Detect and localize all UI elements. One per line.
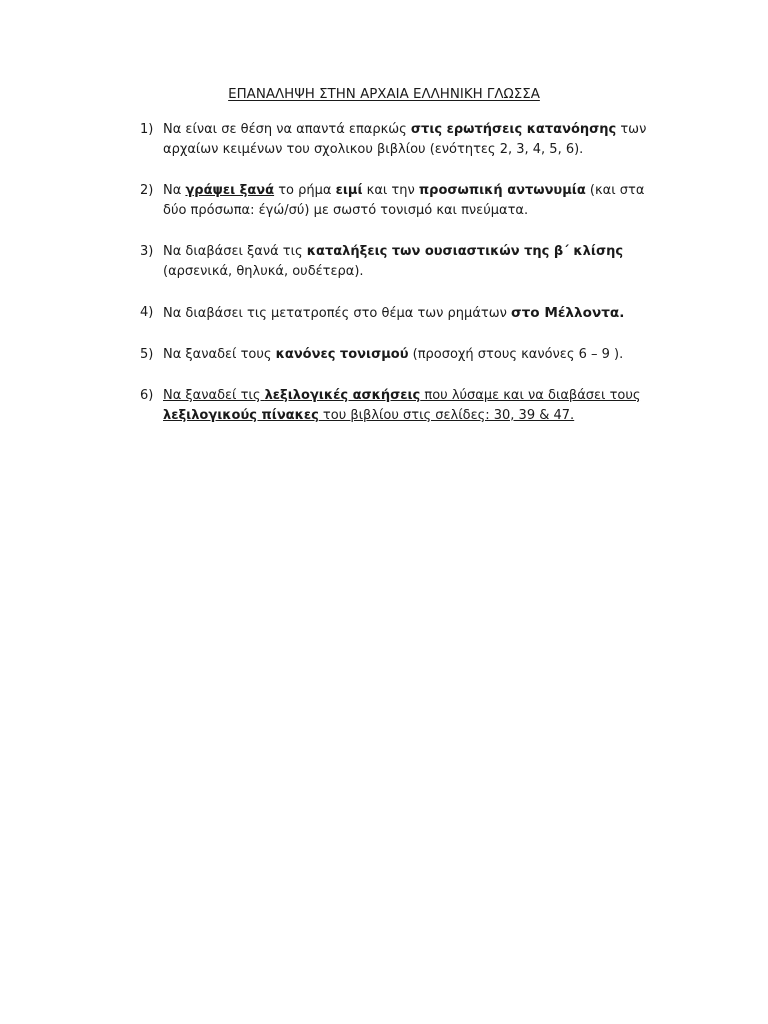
bold-run: προσωπική αντωνυμία <box>418 183 586 198</box>
item-number: 5) <box>140 347 154 362</box>
item-text <box>163 181 660 221</box>
text-run: Να διαβάσει τις μετατροπές στο θέμα των ρημάτων <box>163 306 511 321</box>
list-item <box>140 345 660 365</box>
task-list <box>140 120 660 447</box>
text-run: Να ξαναδεί τους <box>163 347 276 362</box>
item-text <box>163 242 660 282</box>
list-item <box>140 242 660 282</box>
bold-run: στις ερωτήσεις κατανόησης <box>410 122 617 137</box>
item-text <box>163 120 660 160</box>
bold-run: καταλήξεις των ουσιαστικών της β΄ κλίσης <box>306 244 624 259</box>
item-text <box>163 386 660 426</box>
text-run: Να είναι σε θέση να απαντά επαρκώς <box>163 122 411 137</box>
bold-run: κανόνες τονισμού <box>275 347 409 362</box>
list-item <box>140 386 660 426</box>
text-run: Να διαβάσει ξανά τις <box>163 244 307 259</box>
item-number: 4) <box>140 305 154 320</box>
page-title: ΕΠΑΝΑΛΗΨΗ ΣΤΗΝ ΑΡΧΑΙΑ ΕΛΛΗΝΙΚΗ ΓΛΩΣΣΑ <box>228 87 540 102</box>
text-run: (και στα δύο πρόσωπα: έγώ/σύ) με σωστό τονισμό και πνεύματα. <box>163 183 645 218</box>
item-number: 1) <box>140 122 154 137</box>
text-run: το ρήμα <box>274 183 336 198</box>
text-run: Να ξαναδεί τις <box>163 388 265 403</box>
text-run: (αρσενικά, θηλυκά, ουδέτερα). <box>163 264 364 279</box>
item-text <box>163 345 660 365</box>
bold-run: λεξιλογικούς πίνακες <box>163 408 319 423</box>
bold-run: ειμί <box>335 183 363 198</box>
list-item <box>140 181 660 221</box>
text-run: Να <box>163 183 186 198</box>
bold-underlined-run: γράψει ξανά <box>185 183 275 198</box>
bold-run: λεξιλογικές ασκήσεις <box>264 388 421 403</box>
bold-run: στο Μέλλοντα. <box>511 305 625 321</box>
item-number: 2) <box>140 183 154 198</box>
text-run: του βιβλίου στις σελίδες: 30, 39 & 47. <box>318 408 575 423</box>
text-run: των αρχαίων κειμένων του σχολικου βιβλίου (ενότητες 2, 3, 4, 5, 6). <box>163 122 647 157</box>
item-number: 6) <box>140 388 154 403</box>
text-run: που λύσαμε και να διαβάσει τους <box>420 388 641 403</box>
list-item <box>140 120 660 160</box>
item-number: 3) <box>140 244 154 259</box>
text-run: (προσοχή στους κανόνες 6 – 9 ). <box>408 347 624 362</box>
item-text <box>163 303 660 324</box>
list-item <box>140 303 660 324</box>
text-run: και την <box>362 183 419 198</box>
